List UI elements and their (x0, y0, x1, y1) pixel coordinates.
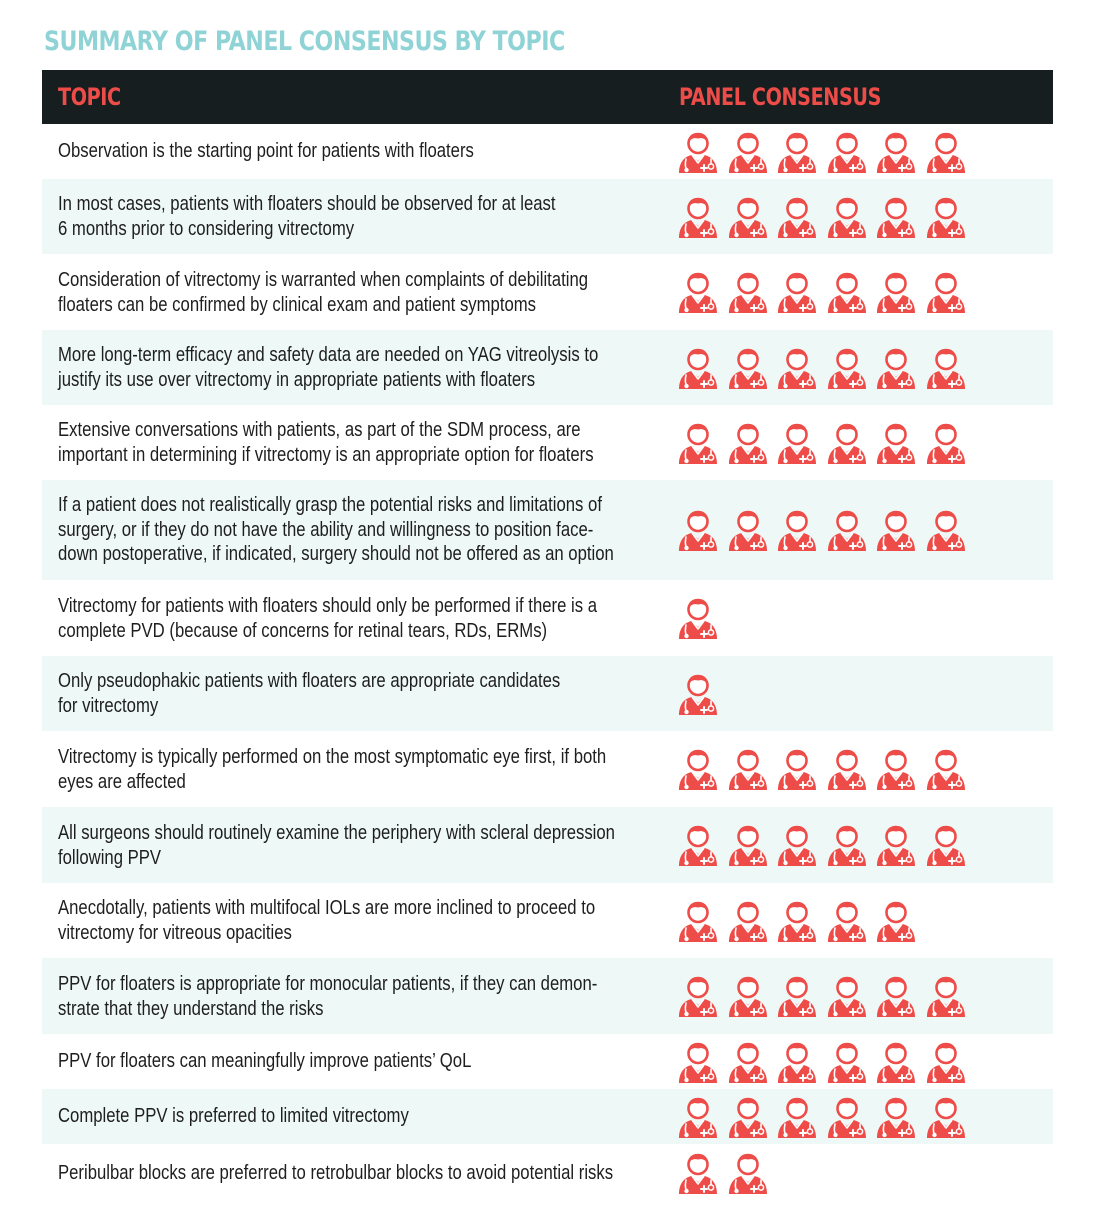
doctor-icon (826, 346, 868, 390)
doctor-icon (727, 974, 769, 1018)
doctor-icon (776, 823, 818, 867)
doctor-icon (727, 1095, 769, 1139)
doctor-icon (925, 1095, 967, 1139)
topic-text (58, 594, 676, 643)
doctor-icon (727, 421, 769, 465)
doctor-icon (875, 899, 917, 943)
topic-line: PPV for floaters is appropriate for monocular patients, if they can demon- (58, 973, 598, 995)
doctor-icon (875, 130, 917, 174)
topic-text (58, 343, 676, 392)
doctor-icon (776, 421, 818, 465)
topic-line: Anecdotally, patients with multifocal IOLs are more inclined to proceed to (58, 897, 596, 919)
table-body (42, 124, 1053, 1202)
doctor-icon (677, 508, 719, 552)
doctor-icon (925, 270, 967, 314)
table-row (42, 1089, 1053, 1144)
table-row (42, 656, 1053, 731)
doctor-icon (826, 508, 868, 552)
topic-line: Only pseudophakic patients with floaters are appropriate candidates (58, 670, 561, 692)
doctor-icon (826, 899, 868, 943)
doctor-icon (776, 1040, 818, 1084)
topic-line: eyes are affected (58, 770, 186, 793)
doctor-icon (776, 899, 818, 943)
doctor-icon (776, 747, 818, 791)
table-row (42, 1144, 1053, 1202)
doctor-icon (875, 508, 917, 552)
topic-line: In most cases, patients with floaters should be observed for at least (58, 193, 556, 215)
doctor-icon (776, 195, 818, 239)
table-row (42, 254, 1053, 330)
table-row (42, 405, 1053, 480)
doctor-icon (875, 270, 917, 314)
doctor-icon (776, 270, 818, 314)
topic-line: If a patient does not realistically grasp the potential risks and limitations of (58, 494, 602, 516)
topic-line: for vitrectomy (58, 694, 159, 717)
doctor-icon (727, 1151, 769, 1195)
table-row (42, 807, 1053, 883)
topic-text (58, 1049, 676, 1074)
doctor-icon (677, 974, 719, 1018)
table-header (42, 70, 1053, 124)
doctor-icon (826, 195, 868, 239)
topic-text (58, 192, 676, 241)
doctor-icon (727, 1040, 769, 1084)
topic-text (58, 418, 676, 467)
doctor-icon (677, 672, 719, 716)
topic-line: complete PVD (because of concerns for retinal tears, RDs, ERMs) (58, 619, 548, 642)
doctor-icon (776, 346, 818, 390)
doctor-icon (826, 974, 868, 1018)
doctor-icon (826, 1040, 868, 1084)
doctor-icon (677, 1151, 719, 1195)
table-row (42, 1034, 1053, 1089)
topic-text (58, 268, 676, 317)
table-row (42, 731, 1053, 807)
doctor-icon (677, 270, 719, 314)
topic-text (58, 139, 676, 164)
doctor-icon (727, 130, 769, 174)
topic-line: Observation is the starting point for patients with floaters (58, 140, 474, 162)
doctor-icon (677, 747, 719, 791)
table-row (42, 124, 1053, 179)
table-row (42, 958, 1053, 1034)
doctor-icon (727, 270, 769, 314)
topic-text (58, 896, 676, 945)
topic-line: important in determining if vitrectomy is an appropriate option for floaters (58, 443, 594, 466)
topic-line: Vitrectomy for patients with floaters should only be performed if there is a (58, 595, 597, 617)
doctor-icon (925, 195, 967, 239)
doctor-icon (925, 974, 967, 1018)
doctor-icon (826, 823, 868, 867)
doctor-icon (925, 823, 967, 867)
topic-text (58, 745, 676, 794)
topic-line: floaters can be confirmed by clinical exam and patient symptoms (58, 293, 537, 316)
topic-text (58, 669, 676, 718)
topic-line: Complete PPV is preferred to limited vitrectomy (58, 1105, 409, 1127)
topic-line: PPV for floaters can meaningfully improve patients’ QoL (58, 1050, 472, 1072)
topic-line: surgery, or if they do not have the ability and willingness to position face- (58, 518, 594, 541)
doctor-icon (677, 596, 719, 640)
topic-text (58, 972, 676, 1021)
doctor-icon (826, 130, 868, 174)
doctor-icon (875, 1095, 917, 1139)
doctor-icon (925, 747, 967, 791)
doctor-icon (727, 899, 769, 943)
topic-line: 6 months prior to considering vitrectomy (58, 217, 355, 240)
doctor-icon (776, 1095, 818, 1139)
topic-text (58, 821, 676, 870)
topic-text (58, 1104, 676, 1129)
consensus-table (42, 70, 1053, 1202)
doctor-icon (925, 130, 967, 174)
doctor-icon (875, 346, 917, 390)
topic-line: Extensive conversations with patients, as part of the SDM process, are (58, 419, 581, 441)
doctor-icon (925, 346, 967, 390)
doctor-icon (677, 1095, 719, 1139)
doctor-icon (677, 195, 719, 239)
doctor-icon (776, 974, 818, 1018)
doctor-icon (826, 270, 868, 314)
doctor-icon (677, 899, 719, 943)
doctor-icon (677, 421, 719, 465)
topic-line: justify its use over vitrectomy in appropriate patients with floaters (58, 368, 536, 391)
topic-text (58, 1161, 676, 1186)
doctor-icon (925, 421, 967, 465)
doctor-icon (826, 1095, 868, 1139)
doctor-icon (727, 823, 769, 867)
doctor-icon (677, 823, 719, 867)
doctor-icon (875, 747, 917, 791)
doctor-icon (727, 195, 769, 239)
doctor-icon (776, 130, 818, 174)
topic-line: Peribulbar blocks are preferred to retrobulbar blocks to avoid potential risks (58, 1162, 614, 1184)
topic-line: vitrectomy for vitreous opacities (58, 921, 292, 944)
doctor-icon (826, 421, 868, 465)
doctor-icon (727, 346, 769, 390)
doctor-icon (776, 508, 818, 552)
table-row (42, 480, 1053, 580)
topic-line: Vitrectomy is typically performed on the most symptomatic eye first, if both (58, 746, 607, 768)
header-panel-consensus: PANEL CONSENSUS (679, 83, 882, 111)
doctor-icon (925, 1040, 967, 1084)
table-row (42, 179, 1053, 254)
doctor-icon (875, 823, 917, 867)
table-row (42, 883, 1053, 958)
table-row (42, 580, 1053, 656)
topic-line: All surgeons should routinely examine the periphery with scleral depression (58, 822, 615, 844)
header-topic: TOPIC (58, 83, 121, 111)
topic-line: down postoperative, if indicated, surgery should not be offered as an option (58, 543, 614, 565)
doctor-icon (875, 195, 917, 239)
doctor-icon (875, 1040, 917, 1084)
topic-line: Consideration of vitrectomy is warranted when complaints of debilitating (58, 269, 589, 291)
doctor-icon (727, 747, 769, 791)
doctor-icon (677, 1040, 719, 1084)
chart-title: SUMMARY OF PANEL CONSENSUS BY TOPIC (44, 26, 565, 57)
doctor-icon (727, 508, 769, 552)
table-row (42, 330, 1053, 405)
doctor-icon (677, 130, 719, 174)
doctor-icon (875, 974, 917, 1018)
doctor-icon (677, 346, 719, 390)
topic-line: strate that they understand the risks (58, 997, 324, 1020)
doctor-icon (875, 421, 917, 465)
doctor-icon (925, 508, 967, 552)
topic-text (58, 493, 676, 567)
topic-line: More long-term efficacy and safety data are needed on YAG vitreolysis to (58, 344, 599, 366)
doctor-icon (826, 747, 868, 791)
topic-line: following PPV (58, 846, 162, 869)
